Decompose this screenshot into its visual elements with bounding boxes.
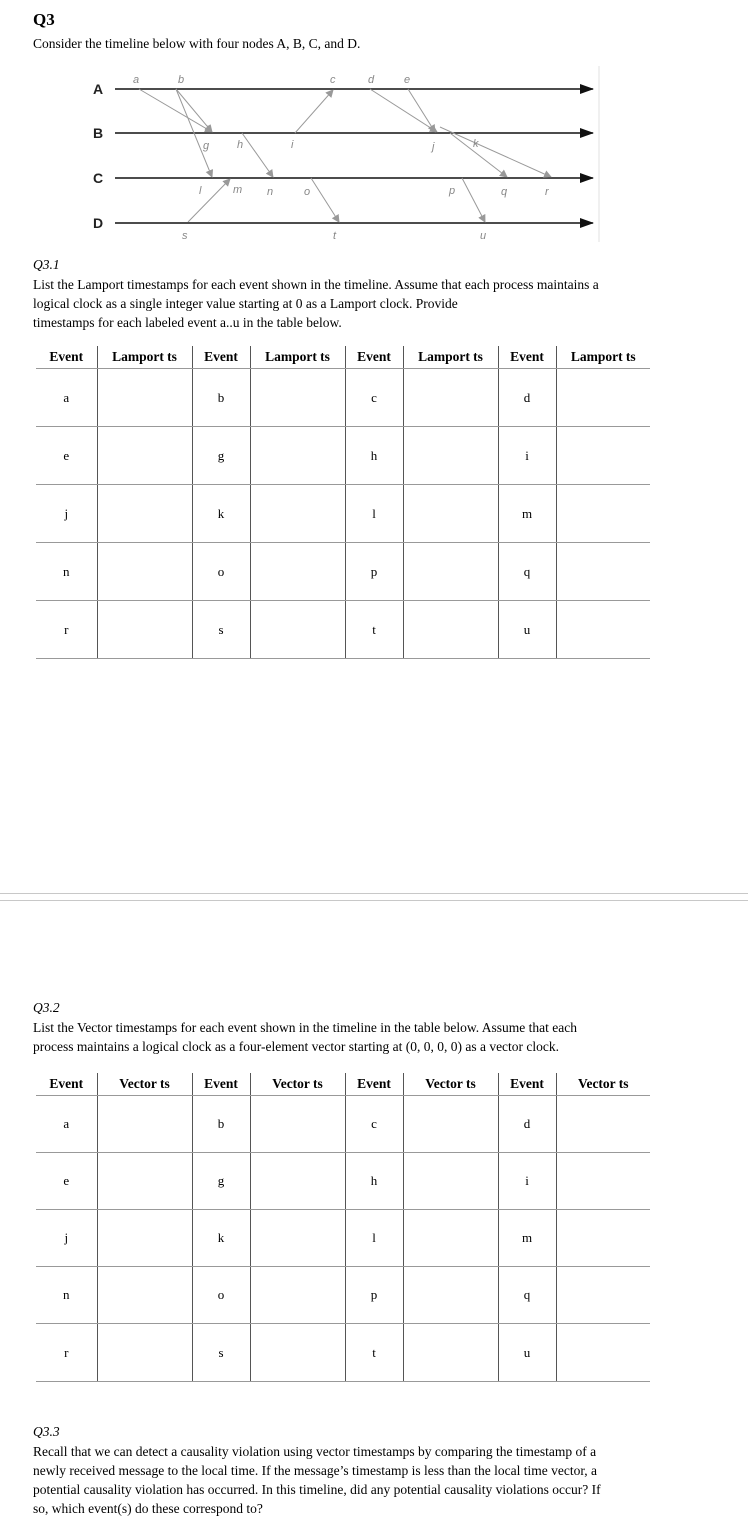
header-event: Event (36, 346, 97, 369)
timestamp-answer-cell[interactable] (403, 601, 498, 659)
message-e-to-j (408, 89, 435, 132)
event-label-l: l (199, 185, 202, 197)
header-event: Event (498, 1073, 556, 1096)
event-cell: q (498, 1267, 556, 1324)
event-cell: c (345, 1096, 403, 1153)
event-cell: q (498, 543, 556, 601)
event-cell: u (498, 601, 556, 659)
timestamp-answer-cell[interactable] (403, 1267, 498, 1324)
event-label-r: r (545, 186, 549, 198)
event-cell: m (498, 485, 556, 543)
event-cell: d (498, 369, 556, 427)
event-label-q: q (501, 186, 508, 198)
q32-line-1: List the Vector timestamps for each event shown in the timeline in the table below. Assume that each (33, 1020, 577, 1035)
header-event: Event (498, 346, 556, 369)
event-label-i: i (291, 139, 294, 151)
timestamp-answer-cell[interactable] (556, 369, 650, 427)
header-lamport-ts: Lamport ts (250, 346, 345, 369)
event-cell: k (192, 485, 250, 543)
timestamp-answer-cell[interactable] (250, 369, 345, 427)
timestamp-answer-cell[interactable] (97, 1324, 192, 1382)
lamport-table (36, 346, 650, 659)
event-cell: i (498, 427, 556, 485)
timestamp-answer-cell[interactable] (97, 543, 192, 601)
timestamp-answer-cell[interactable] (556, 1267, 650, 1324)
event-cell: p (345, 1267, 403, 1324)
event-cell: l (345, 1210, 403, 1267)
message-s-to-m (188, 179, 230, 222)
message-k-to-q (450, 133, 507, 177)
message-b-to-g (176, 89, 212, 132)
q31-line-1: List the Lamport timestamps for each event shown in the timeline. Assume that each process maintains a (33, 277, 599, 292)
q33-line-1: Recall that we can detect a causality violation using vector timestamps by comparing the timestamp of a (33, 1444, 597, 1459)
event-cell: g (192, 427, 250, 485)
event-label-a: a (133, 74, 140, 86)
message-to-r (440, 127, 551, 177)
message-d-to-j (370, 89, 437, 132)
q31-instructions (33, 275, 599, 332)
q31-label: Q3.1 (33, 257, 60, 272)
timestamp-answer-cell[interactable] (403, 1153, 498, 1210)
event-label-s: s (182, 230, 188, 242)
vector-table (36, 1073, 650, 1382)
timestamp-answer-cell[interactable] (97, 427, 192, 485)
event-cell: s (192, 1324, 250, 1382)
table-row (36, 543, 650, 601)
table-row (36, 369, 650, 427)
timestamp-answer-cell[interactable] (97, 1096, 192, 1153)
event-cell: p (345, 543, 403, 601)
q31-line-3: timestamps for each labeled event a..u in the table below. (33, 315, 342, 330)
timestamp-answer-cell[interactable] (250, 427, 345, 485)
header-lamport-ts: Lamport ts (97, 346, 192, 369)
event-cell: a (36, 369, 97, 427)
vector-header-row (36, 1073, 650, 1096)
timeline-diagram (85, 64, 605, 244)
timestamp-answer-cell[interactable] (97, 369, 192, 427)
timestamp-answer-cell[interactable] (556, 543, 650, 601)
header-vector-ts: Vector ts (403, 1073, 498, 1096)
event-cell: m (498, 1210, 556, 1267)
table-row (36, 1324, 650, 1382)
question-title: Q3 (33, 10, 55, 29)
header-lamport-ts: Lamport ts (556, 346, 650, 369)
q33-label: Q3.3 (33, 1424, 60, 1439)
event-label-m: m (233, 184, 243, 196)
event-cell: d (498, 1096, 556, 1153)
node-label-b: B (93, 125, 104, 141)
message-a-to-g (139, 89, 212, 132)
page-divider-bottom (0, 900, 748, 901)
event-label-t: t (333, 230, 337, 242)
event-cell: r (36, 601, 97, 659)
header-event: Event (345, 346, 403, 369)
event-cell: r (36, 1324, 97, 1382)
timestamp-answer-cell[interactable] (250, 1153, 345, 1210)
timestamp-answer-cell[interactable] (97, 601, 192, 659)
page-divider-top (0, 893, 748, 894)
event-label-o: o (304, 186, 311, 198)
event-cell: e (36, 1153, 97, 1210)
event-cell: k (192, 1210, 250, 1267)
header-vector-ts: Vector ts (556, 1073, 650, 1096)
table-row (36, 485, 650, 543)
timestamp-answer-cell[interactable] (250, 1096, 345, 1153)
event-cell: u (498, 1324, 556, 1382)
event-cell: o (192, 543, 250, 601)
event-label-u: u (480, 230, 487, 242)
event-cell: t (345, 1324, 403, 1382)
table-row (36, 1096, 650, 1153)
q33-line-4: so, which event(s) do these correspond to? (33, 1501, 263, 1516)
event-cell: n (36, 1267, 97, 1324)
timestamp-answer-cell[interactable] (556, 427, 650, 485)
table-row (36, 1267, 650, 1324)
q31-line-2: logical clock as a single integer value starting at 0 as a Lamport clock. Provide (33, 296, 458, 311)
header-event: Event (345, 1073, 403, 1096)
header-event: Event (192, 346, 250, 369)
timestamp-answer-cell[interactable] (97, 485, 192, 543)
message-h-to-n (242, 133, 273, 177)
event-label-b: b (178, 74, 185, 86)
event-label-c: c (330, 74, 336, 86)
node-label-c: C (93, 170, 104, 186)
q33-text (33, 1442, 601, 1518)
event-label-j: j (432, 141, 435, 153)
event-label-k: k (473, 138, 479, 150)
timestamp-answer-cell[interactable] (403, 369, 498, 427)
event-cell: l (345, 485, 403, 543)
event-label-e: e (404, 74, 411, 86)
question-intro: Consider the timeline below with four nodes A, B, C, and D. (33, 36, 361, 51)
timestamp-answer-cell[interactable] (556, 1153, 650, 1210)
timestamp-answer-cell[interactable] (403, 1210, 498, 1267)
table-row (36, 1153, 650, 1210)
event-cell: c (345, 369, 403, 427)
event-cell: b (192, 369, 250, 427)
table-row (36, 1210, 650, 1267)
timestamp-answer-cell[interactable] (97, 1210, 192, 1267)
lamport-header-row (36, 346, 650, 369)
message-p-to-u (462, 178, 485, 222)
timestamp-answer-cell[interactable] (403, 1096, 498, 1153)
node-label-a: A (93, 81, 104, 97)
timestamp-answer-cell[interactable] (556, 601, 650, 659)
message-i-to-c (295, 90, 333, 133)
timestamp-answer-cell[interactable] (403, 543, 498, 601)
event-label-n: n (267, 186, 274, 198)
event-cell: t (345, 601, 403, 659)
q32-line-2: process maintains a logical clock as a four-element vector starting at (0, 0, 0, 0) as a vector clock. (33, 1039, 560, 1054)
event-cell: b (192, 1096, 250, 1153)
event-cell: j (36, 485, 97, 543)
event-cell: h (345, 427, 403, 485)
message-o-to-t (311, 178, 339, 222)
timestamp-answer-cell[interactable] (403, 1324, 498, 1382)
event-label-p: p (449, 185, 456, 197)
timestamp-answer-cell[interactable] (97, 1153, 192, 1210)
table-row (36, 601, 650, 659)
timestamp-answer-cell[interactable] (250, 1324, 345, 1382)
timestamp-answer-cell[interactable] (556, 1324, 650, 1382)
timestamp-answer-cell[interactable] (97, 1267, 192, 1324)
timestamp-answer-cell[interactable] (250, 1267, 345, 1324)
table-row (36, 427, 650, 485)
q32-label: Q3.2 (33, 1000, 60, 1015)
header-vector-ts: Vector ts (250, 1073, 345, 1096)
timestamp-answer-cell[interactable] (250, 485, 345, 543)
timestamp-answer-cell[interactable] (250, 543, 345, 601)
header-event: Event (192, 1073, 250, 1096)
event-cell: j (36, 1210, 97, 1267)
q33-line-3: potential causality violation has occurred. In this timeline, did any potential causality violations occur? If (33, 1482, 601, 1497)
timestamp-answer-cell[interactable] (250, 601, 345, 659)
event-cell: s (192, 601, 250, 659)
timestamp-answer-cell[interactable] (403, 485, 498, 543)
event-cell: g (192, 1153, 250, 1210)
header-event: Event (36, 1073, 97, 1096)
node-label-d: D (93, 215, 104, 231)
event-label-h: h (237, 139, 244, 151)
event-label-d: d (368, 74, 375, 86)
event-cell: a (36, 1096, 97, 1153)
q33-line-2: newly received message to the local time. If the message’s timestamp is less than the local time vector, a (33, 1463, 598, 1478)
timestamp-answer-cell[interactable] (556, 485, 650, 543)
event-cell: e (36, 427, 97, 485)
event-cell: o (192, 1267, 250, 1324)
timestamp-answer-cell[interactable] (403, 427, 498, 485)
header-lamport-ts: Lamport ts (403, 346, 498, 369)
timestamp-answer-cell[interactable] (556, 1096, 650, 1153)
event-cell: n (36, 543, 97, 601)
event-cell: h (345, 1153, 403, 1210)
q32-instructions (33, 1018, 577, 1056)
timestamp-answer-cell[interactable] (556, 1210, 650, 1267)
event-cell: i (498, 1153, 556, 1210)
event-label-g: g (203, 140, 210, 152)
header-vector-ts: Vector ts (97, 1073, 192, 1096)
timestamp-answer-cell[interactable] (250, 1210, 345, 1267)
